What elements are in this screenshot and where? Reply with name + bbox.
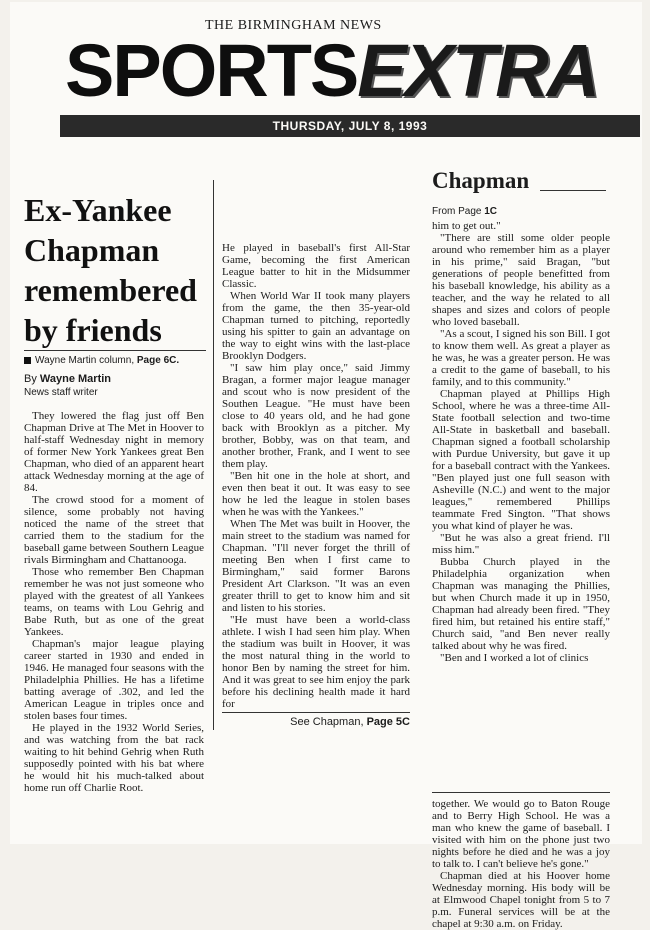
author-title: News staff writer [24, 387, 98, 398]
paragraph: When The Met was built in Hoover, the main street to the stadium was named for Chapman. "I'll never forget the thrill of meeting Ben when I first came to Birmingham," said former Barons President Art Clarkson. "It was an even greater thrill to get to know him and sit and listen to his stories. [222, 518, 410, 614]
jump-rule [222, 712, 410, 713]
paragraph: When World War II took many players from the game, the then 35-year-old Chapman turned to pitching, reportedly using his spitter to gain an advantage on the way to eight wins with the last-place Brooklyn Dodgers. [222, 290, 410, 362]
paragraph: He played in the 1932 World Series, and was watching from the bat rack waiting to hit behind Gehrig when Ruth supposedly pointed with his bat where he would hit his much-talked about home run off Charlie Root. [24, 722, 204, 794]
date-bar [60, 115, 640, 137]
column-divider [213, 180, 214, 730]
masthead-sports: SPORTS [65, 29, 358, 112]
paragraph: him to get out." [432, 220, 501, 232]
article-column-1 [24, 410, 204, 794]
continued-line: See Chapman, Page 5C [290, 716, 410, 728]
paragraph: "Ben hit one in the hole at short, and even then beat it out. It was easy to see how he led the league in stolen bases when he was with the Yankees." [222, 470, 410, 518]
article-column-2 [222, 242, 410, 710]
column-reference: Wayne Martin column, Page 6C. [24, 355, 204, 366]
headline-rule [24, 350, 206, 351]
paragraph: "As a scout, I signed his son Bill. I got to know them well. As great a player as he was, he was a greater person. He was a credit to the game of baseball, to his family, and to this community." [432, 328, 610, 388]
paragraph: "I saw him play once," said Jimmy Bragan, a former major league manager and scout who is now president of the Southen League. "He must have been close to 40 years old, and he had gone back with Brooklyn as a pitcher. My brother, Bobby, was on that team, and another brother, Frank, and I went to see them play. [222, 362, 410, 470]
article-headline: Ex-Yankee Chapman remembered by friends [24, 192, 197, 348]
paragraph: Bubba Church played in the Philadelphia organization when Chapman was managing the Phillies, but when Church made it up in 1950, Chapman had already been fired. "They fired him, but retained his entire staff," Church said, "and Ben never really talked about why he was fired. [432, 556, 610, 652]
issue-date: THURSDAY, JULY 8, 1993 [267, 119, 434, 133]
paragraph: Chapman's major league playing career started in 1930 and ended in 1946. He managed four seasons with the Philadelphia Phillies. He has a lifetime batting average of .302, and led the American League in triples once and stolen bases four times. [24, 638, 204, 722]
paragraph: "But he was also a great friend. I'll miss him." [432, 532, 610, 556]
continuation-heading: Chapman [432, 168, 530, 193]
paragraph: "He must have been a world-class athlete. I wish I had seen him play. When the stadium was built in Hoover, it was the most natural thing in the world to honor Ben by naming the street for him. And it was great to see him enjoy the park before his declining health made it hard for [222, 614, 410, 710]
section-break-rule [432, 792, 610, 793]
paragraph: He played in baseball's first All-Star Game, becoming the first American League batter to hit in the Midsummer Classic. [222, 242, 410, 290]
continuation-column-end [432, 798, 610, 930]
paragraph: Chapman died at his Hoover home Wednesday morning. His body will be at Elmwood Chapel tonight from 5 to 7 p.m. Funeral services will be at the chapel at 9:30 a.m. on Friday. [432, 870, 610, 930]
publisher-name: THE BIRMINGHAM NEWS [205, 18, 382, 33]
paragraph: together. We would go to Baton Rouge and to Berry High School. He was a man who knew the game of baseball. I visited with him on the phone just two nights before he died and he was a joy to talk to. I can't believe he's gone." [432, 798, 610, 870]
byline: By Wayne Martin News staff writer [24, 373, 112, 398]
author-name: Wayne Martin [39, 373, 112, 385]
section-masthead [65, 30, 635, 112]
paragraph: "There are still some older people around who remember him as a player in his prime," said Bragan, "but generations of people benefitted from his baseball knowledge, his ability as a teacher, and the way he related to all shapes and sizes and colors of people who loved baseball. [432, 232, 610, 328]
paragraph: Those who remember Ben Chapman remember he was not just someone who played with the greatest of all Yankees teams, on teams with Lou Gehrig and Babe Ruth, but as one of the great Yankees. [24, 566, 204, 638]
continuation-column [432, 220, 610, 664]
paragraph: The crowd stood for a moment of silence, some probably not having noticed the name of the street that carried them to the stadium for the baseball game between Southern League rivals Birmingham and Chattanooga. [24, 494, 204, 566]
paragraph: They lowered the flag just off Ben Chapman Drive at The Met in Hoover to half-staff Wednesday night in memory of former New York Yankees great Ben Chapman, who died of an apparent heart attack Wednesday morning at the age of 84. [24, 410, 204, 494]
paragraph: "Ben and I worked a lot of clinics [440, 652, 589, 664]
bullet-square-icon [24, 357, 31, 364]
masthead-extra: EXTRA [357, 29, 599, 112]
heading-rule [540, 190, 606, 191]
from-page-line: From Page 1C [432, 206, 498, 217]
paragraph: Chapman played at Phillips High School, where he was a three-time All-State football selection and two-time All-State in basketball and baseball. Chapman signed a football scholarship with Purdue University, but gave it up for a baseball contract with the Yankees. "Ben played just one full season with Asheville (N.C.) and went to the major leagues," remembered Phillips teammate Fred Sington. "That shows you what kind of player he was. [432, 388, 610, 532]
